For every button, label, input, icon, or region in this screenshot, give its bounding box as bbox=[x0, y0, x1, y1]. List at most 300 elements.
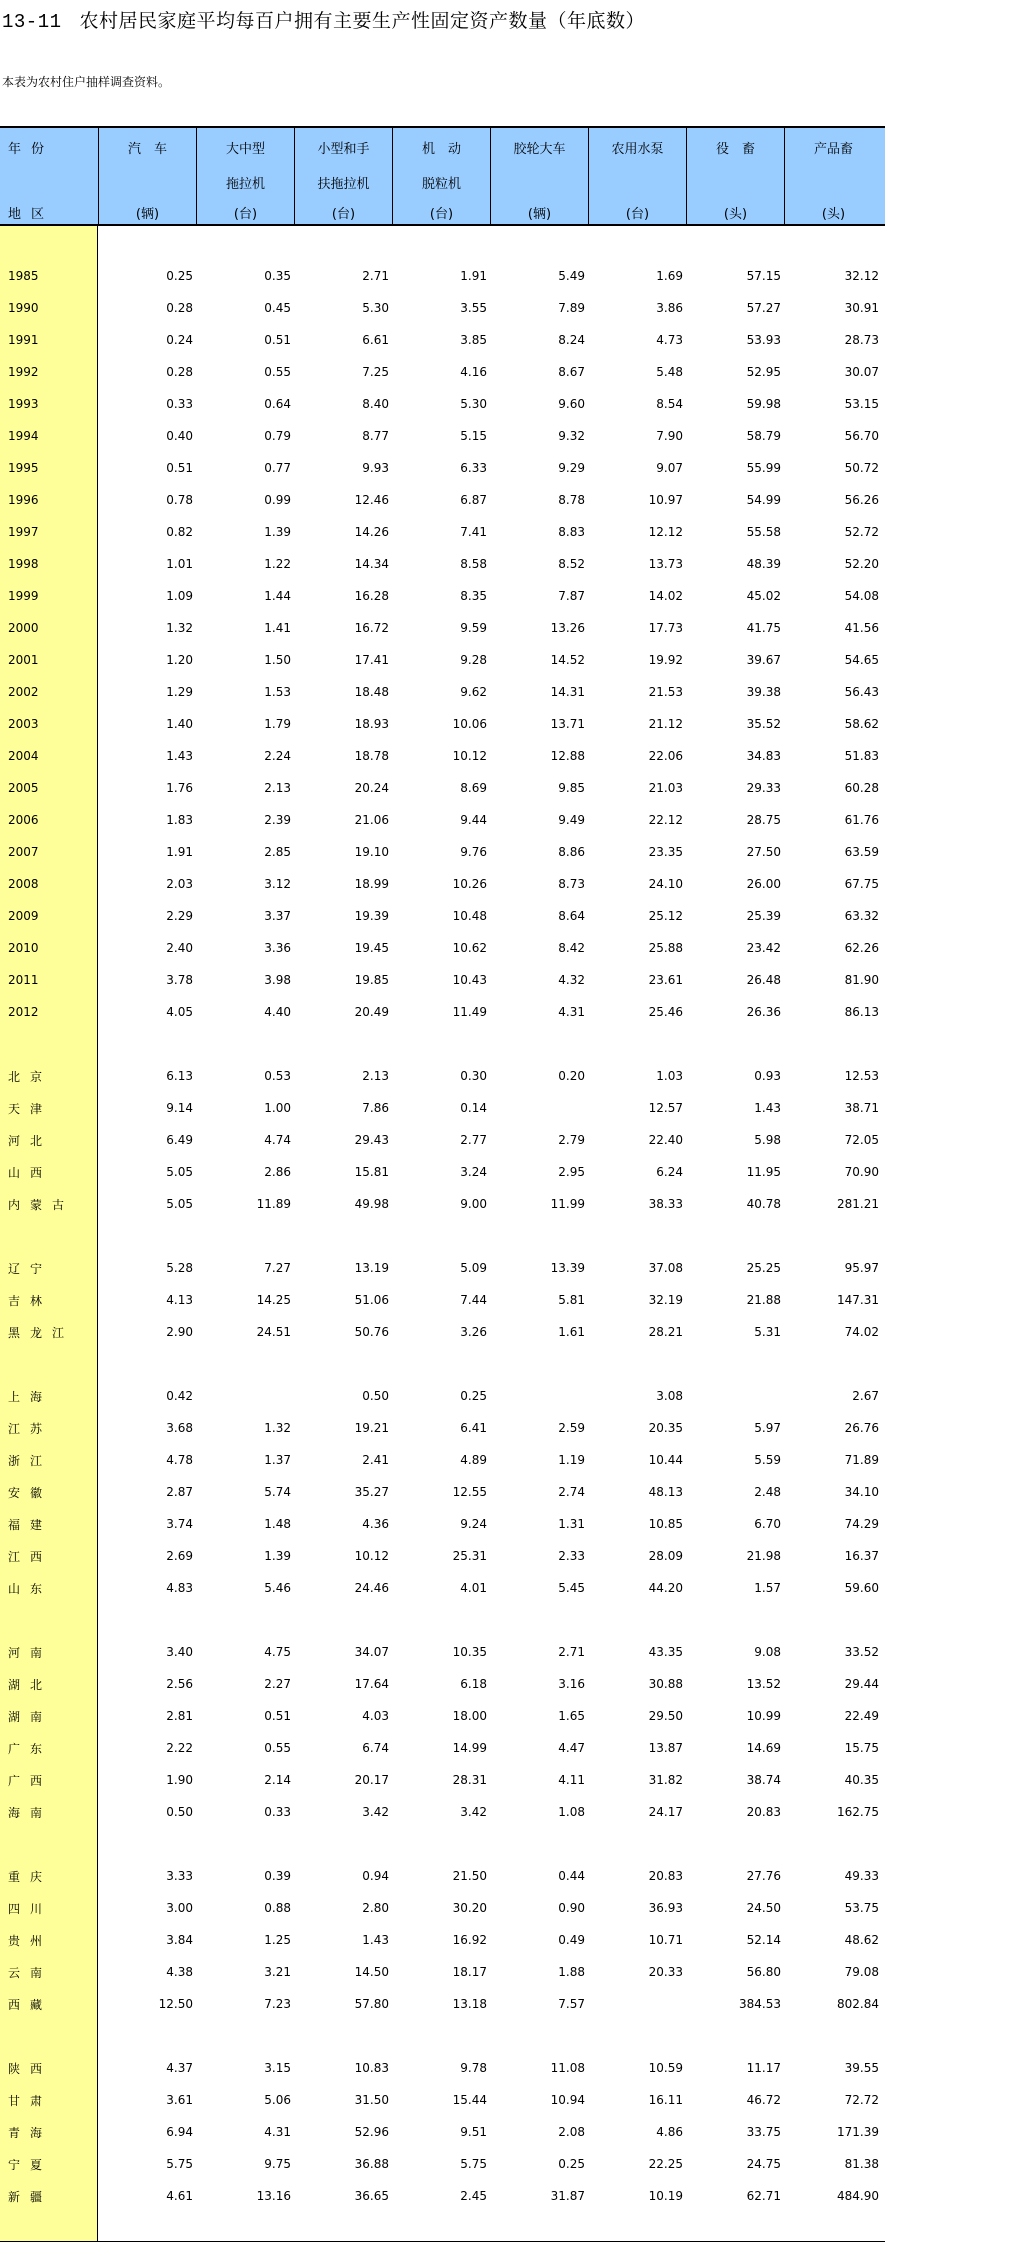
table-cell: 34.07 bbox=[354, 1645, 389, 1659]
table-cell: 9.28 bbox=[460, 653, 487, 667]
table-cell: 4.32 bbox=[558, 973, 585, 987]
table-cell: 1.65 bbox=[558, 1709, 585, 1723]
year-row bbox=[0, 644, 885, 676]
table-cell: 26.36 bbox=[746, 1005, 781, 1019]
table-cell: 3.42 bbox=[362, 1805, 389, 1819]
table-cell: 3.68 bbox=[166, 1421, 193, 1435]
table-cell: 45.02 bbox=[746, 589, 781, 603]
table-cell: 32.19 bbox=[648, 1293, 683, 1307]
table-cell: 0.82 bbox=[166, 525, 193, 539]
year-row bbox=[0, 804, 885, 836]
table-cell: 4.03 bbox=[362, 1709, 389, 1723]
table-cell: 3.15 bbox=[264, 2061, 291, 2075]
table-cell: 8.69 bbox=[460, 781, 487, 795]
table-cell: 10.94 bbox=[550, 2093, 585, 2107]
table-cell: 4.75 bbox=[264, 1645, 291, 1659]
table-cell: 7.41 bbox=[460, 525, 487, 539]
table-cell: 14.34 bbox=[354, 557, 389, 571]
table-cell: 12.57 bbox=[648, 1101, 683, 1115]
table-cell: 43.35 bbox=[648, 1645, 683, 1659]
table-cell: 0.94 bbox=[362, 1869, 389, 1883]
table-cell: 10.19 bbox=[648, 2189, 683, 2203]
region-label: 福建 bbox=[8, 1517, 53, 1532]
table-cell: 0.77 bbox=[264, 461, 291, 475]
header-text-l3: (台) bbox=[331, 207, 356, 222]
table-cell: 25.39 bbox=[746, 909, 781, 923]
year-label: 2003 bbox=[8, 717, 39, 731]
table-cell: 13.18 bbox=[452, 1997, 487, 2011]
region-row bbox=[0, 1892, 885, 1924]
table-cell: 9.78 bbox=[460, 2061, 487, 2075]
table-cell: 10.12 bbox=[354, 1549, 389, 1563]
table-cell: 9.32 bbox=[558, 429, 585, 443]
table-cell: 44.20 bbox=[648, 1581, 683, 1595]
table-number: 13-11 bbox=[2, 11, 62, 33]
region-label: 山东 bbox=[8, 1581, 53, 1596]
table-cell: 72.05 bbox=[844, 1133, 879, 1147]
table-cell: 28.75 bbox=[746, 813, 781, 827]
table-cell: 4.86 bbox=[656, 2125, 683, 2139]
year-label: 2011 bbox=[8, 973, 39, 987]
table-cell: 4.11 bbox=[558, 1773, 585, 1787]
table-cell: 7.57 bbox=[558, 1997, 585, 2011]
table-cell: 31.82 bbox=[648, 1773, 683, 1787]
table-cell: 1.08 bbox=[558, 1805, 585, 1819]
row-spacer bbox=[0, 1220, 885, 1252]
table-cell: 24.46 bbox=[354, 1581, 389, 1595]
table-cell: 15.81 bbox=[354, 1165, 389, 1179]
table-cell: 2.77 bbox=[460, 1133, 487, 1147]
table-cell: 1.91 bbox=[166, 845, 193, 859]
table-cell: 6.87 bbox=[460, 493, 487, 507]
table-cell: 0.20 bbox=[558, 1069, 585, 1083]
table-cell: 20.83 bbox=[648, 1869, 683, 1883]
table-cell: 38.33 bbox=[648, 1197, 683, 1211]
table-cell: 2.29 bbox=[166, 909, 193, 923]
table-cell: 16.11 bbox=[648, 2093, 683, 2107]
table-cell: 2.67 bbox=[852, 1389, 879, 1403]
table-cell: 10.12 bbox=[452, 749, 487, 763]
table-cell: 34.83 bbox=[746, 749, 781, 763]
region-label: 贵州 bbox=[8, 1933, 53, 1948]
table-cell: 8.24 bbox=[558, 333, 585, 347]
year-row bbox=[0, 708, 885, 740]
table-cell: 7.27 bbox=[264, 1261, 291, 1275]
header-text-l1: 役 畜 bbox=[715, 142, 755, 157]
table-cell: 5.06 bbox=[264, 2093, 291, 2107]
table-cell: 9.60 bbox=[558, 397, 585, 411]
table-cell: 1.25 bbox=[264, 1933, 291, 1947]
region-row bbox=[0, 1412, 885, 1444]
table-cell: 4.89 bbox=[460, 1453, 487, 1467]
table-cell: 52.14 bbox=[746, 1933, 781, 1947]
table-cell: 3.78 bbox=[166, 973, 193, 987]
table-cell: 19.85 bbox=[354, 973, 389, 987]
table-cell: 2.13 bbox=[362, 1069, 389, 1083]
table-cell: 0.53 bbox=[264, 1069, 291, 1083]
table-cell: 1.41 bbox=[264, 621, 291, 635]
table-cell: 52.20 bbox=[844, 557, 879, 571]
table-cell: 33.52 bbox=[844, 1645, 879, 1659]
table-cell: 8.54 bbox=[656, 397, 683, 411]
year-label: 1998 bbox=[8, 557, 39, 571]
table-cell: 8.58 bbox=[460, 557, 487, 571]
table-cell: 4.31 bbox=[558, 1005, 585, 1019]
year-row bbox=[0, 868, 885, 900]
table-cell: 5.74 bbox=[264, 1485, 291, 1499]
table-cell: 18.17 bbox=[452, 1965, 487, 1979]
table-cell: 2.85 bbox=[264, 845, 291, 859]
header-column-2 bbox=[196, 128, 294, 224]
table-cell: 0.25 bbox=[166, 269, 193, 283]
region-label: 四川 bbox=[8, 1901, 53, 1916]
table-cell: 0.33 bbox=[166, 397, 193, 411]
region-row bbox=[0, 1572, 885, 1604]
table-cell: 15.44 bbox=[452, 2093, 487, 2107]
table-cell: 1.53 bbox=[264, 685, 291, 699]
header-column-7 bbox=[686, 128, 784, 224]
region-label: 海南 bbox=[8, 1805, 53, 1820]
header-column-6 bbox=[588, 128, 686, 224]
table-cell: 8.78 bbox=[558, 493, 585, 507]
header-text-l2: 拖拉机 bbox=[225, 177, 265, 192]
table-cell: 1.61 bbox=[558, 1325, 585, 1339]
row-spacer bbox=[0, 1828, 885, 1860]
region-row bbox=[0, 1380, 885, 1412]
table-cell: 2.69 bbox=[166, 1549, 193, 1563]
table-cell: 10.97 bbox=[648, 493, 683, 507]
table-cell: 2.95 bbox=[558, 1165, 585, 1179]
table-cell: 22.12 bbox=[648, 813, 683, 827]
table-cell: 9.08 bbox=[754, 1645, 781, 1659]
header-text-l1: 机 动 bbox=[421, 142, 461, 157]
table-cell: 1.48 bbox=[264, 1517, 291, 1531]
year-label: 2004 bbox=[8, 749, 39, 763]
table-cell: 14.99 bbox=[452, 1741, 487, 1755]
table-cell: 1.01 bbox=[166, 557, 193, 571]
year-label: 1997 bbox=[8, 525, 39, 539]
year-row bbox=[0, 260, 885, 292]
table-cell: 2.71 bbox=[362, 269, 389, 283]
table-cell: 22.40 bbox=[648, 1133, 683, 1147]
table-cell: 4.74 bbox=[264, 1133, 291, 1147]
region-label: 云南 bbox=[8, 1965, 53, 1980]
table-cell: 51.83 bbox=[844, 749, 879, 763]
table-cell: 1.57 bbox=[754, 1581, 781, 1595]
table-cell: 1.69 bbox=[656, 269, 683, 283]
table-cell: 1.20 bbox=[166, 653, 193, 667]
table-cell: 19.45 bbox=[354, 941, 389, 955]
table-cell: 2.48 bbox=[754, 1485, 781, 1499]
table-cell: 0.55 bbox=[264, 365, 291, 379]
table-cell: 58.79 bbox=[746, 429, 781, 443]
table-cell: 24.50 bbox=[746, 1901, 781, 1915]
region-row bbox=[0, 1188, 885, 1220]
table-cell: 4.61 bbox=[166, 2189, 193, 2203]
region-row bbox=[0, 2180, 885, 2212]
header-text-l3: (头) bbox=[821, 207, 846, 222]
table-cell: 11.17 bbox=[746, 2061, 781, 2075]
table-cell: 1.32 bbox=[264, 1421, 291, 1435]
table-cell: 1.44 bbox=[264, 589, 291, 603]
table-cell: 7.23 bbox=[264, 1997, 291, 2011]
table-cell: 19.92 bbox=[648, 653, 683, 667]
year-row bbox=[0, 580, 885, 612]
region-row bbox=[0, 1124, 885, 1156]
region-row bbox=[0, 2052, 885, 2084]
table-cell: 10.43 bbox=[452, 973, 487, 987]
table-cell: 20.83 bbox=[746, 1805, 781, 1819]
region-label: 广西 bbox=[8, 1773, 53, 1788]
table-cell: 52.95 bbox=[746, 365, 781, 379]
region-label: 新疆 bbox=[8, 2189, 53, 2204]
table-cell: 1.29 bbox=[166, 685, 193, 699]
table-cell: 74.02 bbox=[844, 1325, 879, 1339]
table-cell: 29.44 bbox=[844, 1677, 879, 1691]
table-cell: 5.09 bbox=[460, 1261, 487, 1275]
table-cell: 13.87 bbox=[648, 1741, 683, 1755]
table-cell: 4.47 bbox=[558, 1741, 585, 1755]
table-cell: 6.13 bbox=[166, 1069, 193, 1083]
table-cell: 0.39 bbox=[264, 1869, 291, 1883]
table-cell: 50.76 bbox=[354, 1325, 389, 1339]
header-corner bbox=[0, 128, 98, 224]
table-cell: 20.35 bbox=[648, 1421, 683, 1435]
table-cell: 14.69 bbox=[746, 1741, 781, 1755]
table-cell: 3.42 bbox=[460, 1805, 487, 1819]
region-label: 西藏 bbox=[8, 1997, 53, 2012]
table-cell: 13.39 bbox=[550, 1261, 585, 1275]
table-cell: 9.00 bbox=[460, 1197, 487, 1211]
table-cell: 0.45 bbox=[264, 301, 291, 315]
table-cell: 3.84 bbox=[166, 1933, 193, 1947]
table-cell: 63.32 bbox=[844, 909, 879, 923]
table-cell: 4.40 bbox=[264, 1005, 291, 1019]
year-label: 1985 bbox=[8, 269, 39, 283]
region-label: 湖南 bbox=[8, 1709, 53, 1724]
table-cell: 1.09 bbox=[166, 589, 193, 603]
table-cell: 6.74 bbox=[362, 1741, 389, 1755]
table-cell: 13.71 bbox=[550, 717, 585, 731]
table-title-text: 农村居民家庭平均每百户拥有主要生产性固定资产数量（年底数） bbox=[79, 10, 646, 32]
table-cell: 0.25 bbox=[460, 1389, 487, 1403]
table-cell: 8.77 bbox=[362, 429, 389, 443]
table-cell: 48.62 bbox=[844, 1933, 879, 1947]
table-cell: 2.86 bbox=[264, 1165, 291, 1179]
table-cell: 11.99 bbox=[550, 1197, 585, 1211]
region-row bbox=[0, 1860, 885, 1892]
region-row bbox=[0, 1636, 885, 1668]
table-cell: 35.52 bbox=[746, 717, 781, 731]
table-cell: 53.75 bbox=[844, 1901, 879, 1915]
table-cell: 26.48 bbox=[746, 973, 781, 987]
year-label: 2010 bbox=[8, 941, 39, 955]
table-cell: 14.50 bbox=[354, 1965, 389, 1979]
table-cell: 12.88 bbox=[550, 749, 585, 763]
table-cell: 12.46 bbox=[354, 493, 389, 507]
header-text-l1: 农用水泵 bbox=[611, 142, 664, 157]
table-cell: 38.74 bbox=[746, 1773, 781, 1787]
table-cell: 2.13 bbox=[264, 781, 291, 795]
region-label: 湖北 bbox=[8, 1677, 53, 1692]
table-cell: 4.73 bbox=[656, 333, 683, 347]
table-cell: 18.00 bbox=[452, 1709, 487, 1723]
table-cell: 21.03 bbox=[648, 781, 683, 795]
table-cell: 59.60 bbox=[844, 1581, 879, 1595]
year-label: 2001 bbox=[8, 653, 39, 667]
table-cell: 9.93 bbox=[362, 461, 389, 475]
table-cell: 36.93 bbox=[648, 1901, 683, 1915]
table-cell: 2.33 bbox=[558, 1549, 585, 1563]
table-cell: 62.71 bbox=[746, 2189, 781, 2203]
table-cell: 3.37 bbox=[264, 909, 291, 923]
table-cell: 71.89 bbox=[844, 1453, 879, 1467]
region-row bbox=[0, 1476, 885, 1508]
table-cell: 23.42 bbox=[746, 941, 781, 955]
table-cell: 0.44 bbox=[558, 1869, 585, 1883]
table-cell: 60.28 bbox=[844, 781, 879, 795]
table-cell: 5.49 bbox=[558, 269, 585, 283]
table-cell: 41.75 bbox=[746, 621, 781, 635]
table-cell: 1.43 bbox=[362, 1933, 389, 1947]
region-row bbox=[0, 1092, 885, 1124]
table-cell: 10.62 bbox=[452, 941, 487, 955]
table-cell: 3.40 bbox=[166, 1645, 193, 1659]
table-cell: 10.48 bbox=[452, 909, 487, 923]
year-label: 2002 bbox=[8, 685, 39, 699]
table-header bbox=[0, 126, 885, 226]
header-text-l1: 胶轮大车 bbox=[513, 142, 566, 157]
table-cell: 0.99 bbox=[264, 493, 291, 507]
table-cell: 0.50 bbox=[362, 1389, 389, 1403]
region-label: 上海 bbox=[8, 1389, 53, 1404]
table-cell: 12.55 bbox=[452, 1485, 487, 1499]
table-cell: 9.49 bbox=[558, 813, 585, 827]
table-cell: 70.90 bbox=[844, 1165, 879, 1179]
table-cell: 25.12 bbox=[648, 909, 683, 923]
table-cell: 6.33 bbox=[460, 461, 487, 475]
table-cell: 2.79 bbox=[558, 1133, 585, 1147]
region-label: 重庆 bbox=[8, 1869, 53, 1884]
table-cell: 8.67 bbox=[558, 365, 585, 379]
table-cell: 53.15 bbox=[844, 397, 879, 411]
table-cell: 63.59 bbox=[844, 845, 879, 859]
table-cell: 27.50 bbox=[746, 845, 781, 859]
table-cell: 3.85 bbox=[460, 333, 487, 347]
table-cell: 56.70 bbox=[844, 429, 879, 443]
table-cell: 10.59 bbox=[648, 2061, 683, 2075]
table-cell: 5.48 bbox=[656, 365, 683, 379]
table-cell: 34.10 bbox=[844, 1485, 879, 1499]
table-cell: 16.28 bbox=[354, 589, 389, 603]
table-cell: 2.22 bbox=[166, 1741, 193, 1755]
header-text-l1: 大中型 bbox=[225, 142, 265, 157]
table-cell: 8.42 bbox=[558, 941, 585, 955]
table-cell: 26.00 bbox=[746, 877, 781, 891]
table-cell: 2.71 bbox=[558, 1645, 585, 1659]
region-label: 内蒙古 bbox=[8, 1197, 75, 1212]
table-cell: 1.50 bbox=[264, 653, 291, 667]
table-cell: 20.17 bbox=[354, 1773, 389, 1787]
header-text-l3: (台) bbox=[233, 207, 258, 222]
table-cell: 30.07 bbox=[844, 365, 879, 379]
table-cell: 2.40 bbox=[166, 941, 193, 955]
table-cell: 27.76 bbox=[746, 1869, 781, 1883]
table-cell: 5.81 bbox=[558, 1293, 585, 1307]
region-row bbox=[0, 1796, 885, 1828]
table-cell: 0.88 bbox=[264, 1901, 291, 1915]
table-cell: 0.42 bbox=[166, 1389, 193, 1403]
table-cell: 4.78 bbox=[166, 1453, 193, 1467]
table-cell: 5.97 bbox=[754, 1421, 781, 1435]
region-row bbox=[0, 2116, 885, 2148]
region-row bbox=[0, 2148, 885, 2180]
table-cell: 4.16 bbox=[460, 365, 487, 379]
table-cell: 2.03 bbox=[166, 877, 193, 891]
table-cell: 4.36 bbox=[362, 1517, 389, 1531]
table-cell: 484.90 bbox=[837, 2189, 879, 2203]
table-cell: 1.00 bbox=[264, 1101, 291, 1115]
table-cell: 1.37 bbox=[264, 1453, 291, 1467]
table-cell: 5.31 bbox=[754, 1325, 781, 1339]
region-row bbox=[0, 1732, 885, 1764]
table-cell: 0.78 bbox=[166, 493, 193, 507]
year-row bbox=[0, 292, 885, 324]
table-cell: 0.93 bbox=[754, 1069, 781, 1083]
table-cell: 17.64 bbox=[354, 1677, 389, 1691]
header-text-l3: (辆) bbox=[135, 207, 160, 222]
table-cell: 24.17 bbox=[648, 1805, 683, 1819]
table-cell: 21.53 bbox=[648, 685, 683, 699]
table-cell: 1.19 bbox=[558, 1453, 585, 1467]
table-cell: 8.40 bbox=[362, 397, 389, 411]
table-cell: 29.43 bbox=[354, 1133, 389, 1147]
region-label: 山西 bbox=[8, 1165, 53, 1180]
table-cell: 1.91 bbox=[460, 269, 487, 283]
year-row bbox=[0, 516, 885, 548]
table-cell: 1.88 bbox=[558, 1965, 585, 1979]
table-cell: 3.00 bbox=[166, 1901, 193, 1915]
table-cell: 4.01 bbox=[460, 1581, 487, 1595]
year-row bbox=[0, 996, 885, 1028]
table-cell: 10.06 bbox=[452, 717, 487, 731]
table-cell: 29.33 bbox=[746, 781, 781, 795]
table-cell: 6.49 bbox=[166, 1133, 193, 1147]
table-cell: 9.75 bbox=[264, 2157, 291, 2171]
table-cell: 16.37 bbox=[844, 1549, 879, 1563]
table-cell: 23.61 bbox=[648, 973, 683, 987]
table-cell: 9.59 bbox=[460, 621, 487, 635]
table-cell: 8.83 bbox=[558, 525, 585, 539]
year-label: 2000 bbox=[8, 621, 39, 635]
table-cell: 33.75 bbox=[746, 2125, 781, 2139]
table-cell: 52.72 bbox=[844, 525, 879, 539]
table-cell: 28.73 bbox=[844, 333, 879, 347]
table-cell: 384.53 bbox=[739, 1997, 781, 2011]
year-row bbox=[0, 420, 885, 452]
table-cell: 52.96 bbox=[354, 2125, 389, 2139]
table-cell: 5.46 bbox=[264, 1581, 291, 1595]
table-cell: 2.81 bbox=[166, 1709, 193, 1723]
region-label: 吉林 bbox=[8, 1293, 53, 1308]
year-row bbox=[0, 740, 885, 772]
table-cell: 13.73 bbox=[648, 557, 683, 571]
table-cell: 7.87 bbox=[558, 589, 585, 603]
header-text-l1: 小型和手 bbox=[317, 142, 370, 157]
table-cell: 22.06 bbox=[648, 749, 683, 763]
table-body bbox=[0, 226, 885, 2242]
region-row bbox=[0, 1956, 885, 1988]
